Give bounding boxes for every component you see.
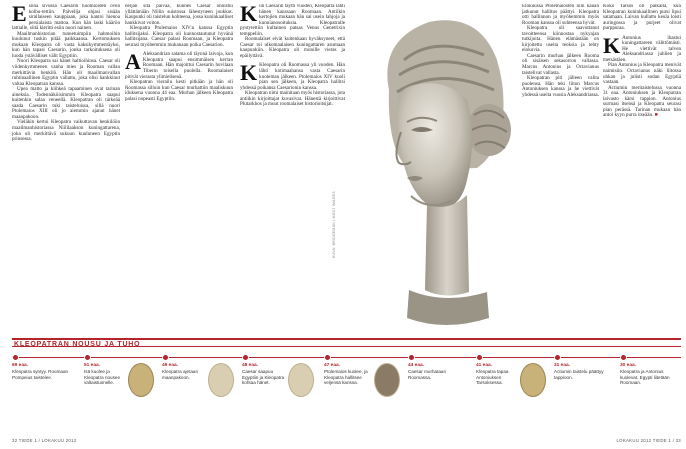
portrait-image (208, 363, 234, 397)
paragraph: Upea matto ja kiihkeä tapaaminen ovat tarinan aineksia. Todennäköisimmin Kleopatra saapui kuitenkin salaa veneellä. Kleopatran oli tärkeää saada Caesarin tuki taisteluissa, sillä nuori Ptolemaios XIII oli jo aiemmin ajanut hänet maanpakoon. (12, 86, 120, 120)
footer-right: LOKAKUU 2012 TIEDE 1 / 33 (616, 438, 681, 443)
page-footer (12, 436, 681, 446)
timeline-title: KLEOPATRAN NOUSU JA TUHO (14, 341, 141, 348)
timeline-dot (620, 354, 627, 361)
paragraph: Aleksandrian satama oli täynnä laivoja, kun Kleopatra saapui ensimmäisen kerran Roomaan. Hän majoittui Caesarin huvilaan Tiberin toisella puolella. Roomalaiset pitivät vierasta ylimielisenä. (125, 51, 233, 80)
paragraph-section (125, 49, 233, 80)
event-year: 47 eaa. (324, 363, 341, 368)
timeline-dot (162, 354, 169, 361)
paragraph (603, 86, 681, 119)
paragraph: Maailmanhistorian tunnetuimpiin hahmoihin kuulunut tuskin pitää paikkaansa. Kertomuksen mukaan Kleopatra oli vasta kaksikymmentäyksi, kun hän tapasi Caesarin, jonka tarkoituksena oli luoda ystävälliset välit Egyptiin. (12, 30, 120, 59)
timeline (12, 351, 681, 431)
timeline-event (408, 351, 470, 380)
cleopatra-statue-photo (349, 0, 519, 337)
event-year: 48 eaa. (242, 363, 259, 368)
article-column-4 (522, 4, 599, 336)
timeline-event (242, 351, 316, 385)
paragraph: Vieläkin kertoi Kleopatra vaikuttavan henkilöön maailmanhistoriassa Niililaakson kuningattarena, joka oli merkittävä sukuun kuuluneen Egyptin prinsessa. (12, 119, 120, 143)
timeline-event (12, 351, 74, 380)
photo-credit: KUVA: BRIDGEMAN / MOST IMAGES (332, 191, 336, 258)
end-mark: ■ (654, 112, 658, 119)
article-column-2 (125, 4, 233, 336)
paragraph-section (603, 32, 681, 64)
timeline-event (162, 351, 236, 380)
paragraph-section (240, 60, 345, 91)
paragraph: Kleopatra oli Roomassa yli vuoden. Hän lähti kotimaahansa vasta Caesarin kuoleman jälkeen. Ptolemaios XIV kuoli pian sen jälkeen, ja Kleopatra hallitsi yhdessä poikansa Caesarionin kanssa. (240, 62, 345, 91)
paragraph: Antonius ihastui kuningattareen välittömästi. He viettivät talven Aleksandriassa juhlien ja metsästäen. (603, 34, 681, 63)
timeline-dot (242, 354, 249, 361)
statue-illustration (349, 0, 519, 337)
event-text: Caesar saapuu Egyptiin ja Kleopatra kohtaa hänet. (242, 369, 285, 385)
event-year: 31 eaa. (554, 363, 571, 368)
event-year: 69 eaa. (12, 363, 29, 368)
drop-cap: A (125, 49, 141, 75)
timeline-event (324, 351, 402, 385)
paragraph: Koko Tarsos oli paikalla, kun Kleopatran kuninkaallinen pursi lipui satamaan. Laivan kullattu keula loisti auringossa ja purjeet olivat purppuraa. (603, 4, 681, 32)
portrait-image (288, 363, 314, 397)
article-column-5 (603, 4, 681, 336)
paragraph: Nuori Kleopatra sai hänet haltioihinsa. Caesar oli viidenkymmenen vanha mies ja Rooman vallan merkittävin henkilö. Hän oli maailmanvallan ruhtinaallinen Egyptin vallattu, joka olisi hankkinut valtaa Kleopatran kanssa. (12, 58, 120, 87)
paragraph: Kleopatran nimi mainitaan myös historiassa, jota antiikin kirjoittajat kuvasivat. Hänestä kirjoittivat Plutarkhos ja muut roomalaiset historioitsijat. (240, 90, 345, 108)
timeline-event (554, 351, 616, 380)
paragraph: un Caesarin täytti vuoden, Kleopatra lähti hänen kanssaan Roomaan. Antiikin kertojien mukaan hän sai usein lahjoja ja kunnianosoituksia. Kleopatralle pystytettiin kultainen patsas Venus Genetrixin temppeliin. (240, 4, 345, 37)
timeline-dot (12, 354, 19, 361)
timeline-dot (84, 354, 91, 361)
timeline-event (476, 351, 548, 385)
timeline-dot (476, 354, 483, 361)
coin-portrait-image (520, 363, 546, 397)
paragraph: Pian Antonius ja Kleopatra menivät naimisiin. Octavianus näki liitossa uhkan ja julisti sodan Egyptiä vastaan. (603, 62, 681, 86)
event-text: Kleopatra tapaa Antoniuksen Tarsoksessa. (476, 369, 509, 385)
drop-cap: K (240, 60, 258, 86)
paragraph: Kleopatra Ptolemaios XIV:n kanssa Egyptin hallitsijaksi. Kleopatra oli kunnostautunut hyvänä hallitsijana. Caesar palasi Roomaan, ja Kleopatra seurasi myöhemmin mukanaan poika Caesarion. (125, 25, 233, 48)
drop-cap: E (12, 4, 27, 26)
event-year: 44 eaa. (408, 363, 425, 368)
drop-cap: K (240, 4, 258, 26)
timeline-event (620, 351, 681, 385)
timeline-dot (554, 354, 561, 361)
event-text: Actiumin taistelu päättyy tappioon. (554, 369, 604, 380)
event-text: Kleopatra syntyy. Roomaan Pompeius taistelee. (12, 369, 69, 380)
event-text: Kleopatra ajetaan maanpakoon. (162, 369, 199, 380)
event-year: 51 eaa. (84, 363, 101, 368)
event-year: 49 eaa. (162, 363, 179, 368)
timeline-dot (324, 354, 331, 361)
timeline-event (84, 351, 156, 385)
paragraph: Caesarin murhan jälkeen Rooma oli sisäisen sekasorron vallassa. Marcus Antonius ja Octavianus taistelivat vallasta. (522, 52, 599, 76)
article-column-1 (12, 4, 120, 336)
paragraph: Actiumin meritaistelussa vuonna 31 eaa. Antoniuksen ja Kleopatran laivasto kärsi tappion. Antonius surmasi itsensä ja Kleopatra seurasi pian perässä. Tarinan mukaan hän antoi kyyn purra itseään. (603, 84, 681, 119)
timeline-dot (408, 354, 415, 361)
event-text: Caesar murhataan Roomassa. (408, 369, 447, 380)
paragraph: Roomalaiset eivät kuitenkaan hyväksyneet, että Caesar toi ulkomaalaisen kuningattaren asumaan kaupunkiin. Kleopatra oli monille vieras ja epäilyttävä. (240, 36, 345, 59)
article-column-3 (240, 4, 345, 336)
event-text: Isä kuolee ja Kleopatra nousee valtaistuimelle. (84, 369, 121, 385)
event-year: 41 eaa. (476, 363, 493, 368)
footer-left: 32 TIEDE 1 / LOKAKUU 2012 (12, 438, 77, 443)
paragraph: neljän sitä päivää, kunnes Caesar onnistui yllättämään Niilin suistossa lähestyneen joukkot. Kaupunki oli taistelun kohteena, jossa kuninkaalliset hankkivat voiton. (125, 4, 233, 26)
coin-portrait-image (128, 363, 154, 397)
event-text: Kleopatra ja Antonius kuolevat. Egypti liitetään Roomaan. (620, 369, 670, 385)
timeline-section-bar (12, 338, 681, 347)
paragraph: Elokuussa Ptolemaiosten niin kauan jatkunut hallitus päättyi. Kleopatra otti hallinnon ja myöhemmin myös Rooman kanssa oli suhteensa hyvät. (522, 4, 599, 26)
portrait-image (374, 363, 400, 397)
paragraph: siinä sivussa Caesarin huomioiden oven kolhu-tettiin. Palvelija ohjasi sisään sirallaiseen kauppiaan, joka kantoi hienoa persialaista mattoa. Kun hän laski käärön lattialle, siitä kieritti esiin nuori nainen. (12, 4, 120, 32)
drop-cap: K (603, 32, 621, 58)
event-text: Ptolemaios kuolee, ja Kleopatra hallitsee veljensä kanssa. (324, 369, 368, 385)
paragraph: Kleopatra oli saavuttanut tavoitteensa kiinnostaa nykyajan tutkijoita. Hänen elämästään on kirjoitettu useita teoksia ja tehty elokuvia. (522, 25, 599, 54)
paragraph: Kleopatran vierailu kesti pitkään ja hän oli Roomassa silloin kun Caesar murhattiin maaliskuun iduksena vuonna 44 eaa. Murhan jälkeen Kleopatra palasi nopeasti Egyptiin. (125, 79, 233, 102)
event-year: 30 eaa. (620, 363, 637, 368)
paragraph: Kleopatran piti jälleen valita puolensa. Hän teki liiton Marcus Antoniuksen kanssa ja he viettivät yhdessä useita vuosia Aleksandriassa. (522, 75, 599, 98)
